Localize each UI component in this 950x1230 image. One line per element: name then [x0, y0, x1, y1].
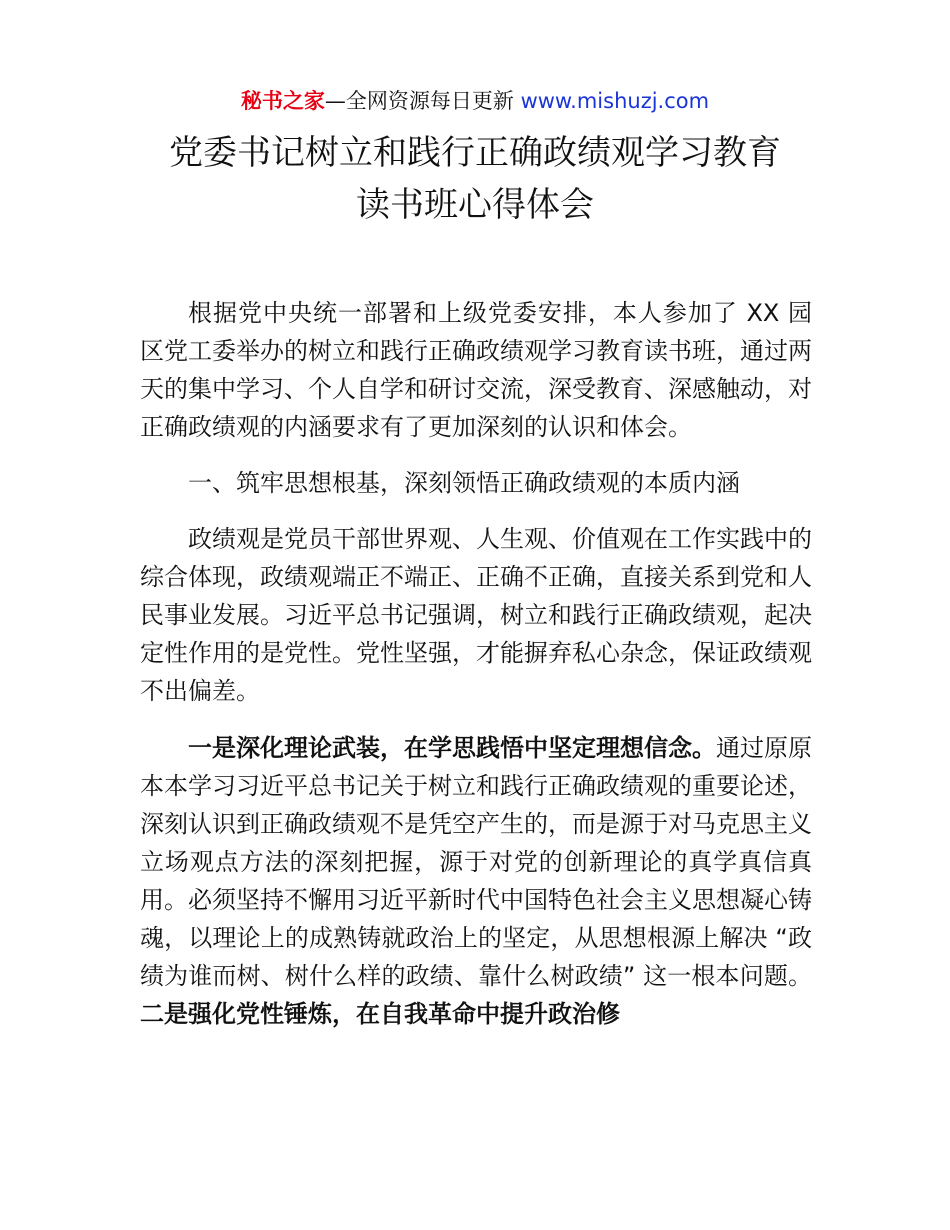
paragraph-theory-text: 通过原原本本学习习近平总书记关于树立和践行正确政绩观的重要论述，深刻认识到正确政绩观不是凭空产生的，而是源于对马克思主义立场观点方法的深刻把握，源于对党的创新理论的真学真信真用。必须坚持不懈用习近平新时代中国特色社会主义思想凝心铸魂，以理论上的成熟铸就政治上的坚定，从思想根源上解决 “政绩为谁而树、树什么样的政绩、靠什么树政绩” 这一根本问题。 [140, 734, 812, 990]
document-title-line-1: 党委书记树立和践行正确政绩观学习教育 [169, 133, 781, 173]
document-title-line-2: 读书班心得体会 [356, 185, 594, 225]
bold-lead-1: 一是深化理论武装，在学思践悟中坚定理想信念。 [188, 734, 716, 762]
site-header [0, 86, 950, 116]
document-body [140, 294, 812, 1033]
paragraph-political-view: 政绩观是党员干部世界观、人生观、价值观在工作实践中的综合体现，政绩观端正不端正、正确不正确，直接关系到党和人民事业发展。习近平总书记强调，树立和践行正确政绩观，起决定性作用的是党性。党性坚强，才能摒弃私心杂念，保证政绩观不出偏差。 [140, 525, 812, 705]
site-url-link[interactable]: www.mishuzj.com [520, 89, 710, 113]
site-tagline: —全网资源每日更新 [324, 89, 514, 113]
paragraph-intro: 根据党中央统一部署和上级党委安排，本人参加了 XX 园区党工委举办的树立和践行正确政绩观学习教育读书班，通过两天的集中学习、个人自学和研讨交流，深受教育、深感触动，对正确政绩观的内涵要求有了更加深刻的认识和体会。 [140, 299, 812, 441]
site-brand: 秘书之家 [240, 89, 325, 113]
bold-lead-2: 二是强化党性锤炼，在自我革命中提升政治修 [140, 1000, 620, 1028]
paragraph-theory-study [140, 729, 812, 1033]
section-heading-1: 一、筑牢思想根基，深刻领悟正确政绩观的本质内涵 [188, 469, 740, 497]
